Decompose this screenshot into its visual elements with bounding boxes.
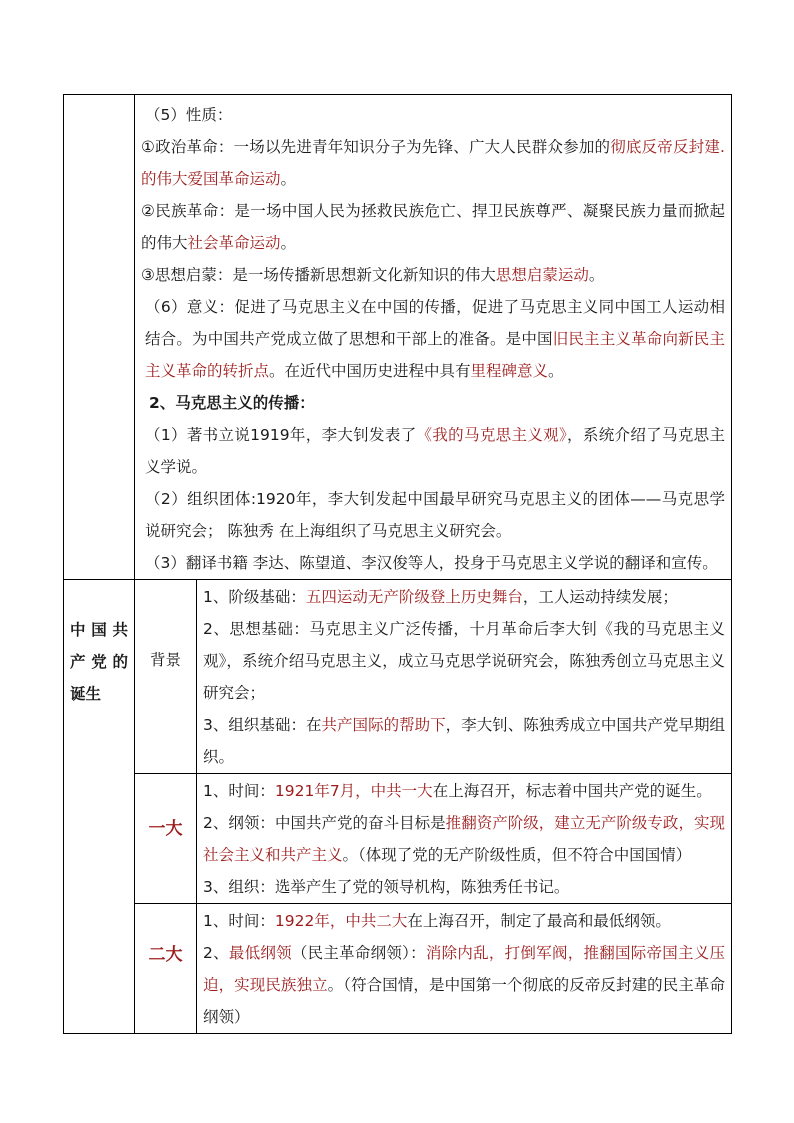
bg-class-basis: 1、阶级基础：五四运动无产阶级登上历史舞台，工人运动持续发展； (203, 588, 678, 606)
nature-political: ①政治革命：一场以先进青年知识分子为先锋、广大人民群众参加的彻底反帝反封建.的伟大爱国革命运动。 (141, 138, 725, 188)
first-congress-content (197, 774, 732, 904)
meaning-paragraph: （6）意义：促进了马克思主义在中国的传播，促进了马克思主义同中国工人运动相结合。为中国共产党成立做了思想和干部上的准备。是中国旧民主主义革命向新民主主义革命的转折点。在近代中国历史进程中具有里程碑意义。 (145, 298, 725, 380)
bg-organization-basis: 3、组织基础：在共产国际的帮助下，李大钊、陈独秀成立中国共产党早期组织。 (203, 716, 725, 766)
second-congress-content (197, 904, 732, 1034)
second-congress-label: 二大 (135, 904, 197, 1034)
bg-thought-basis: 2、思想基础：马克思主义广泛传播，十月革命后李大钊《我的马克思主义观》，系统介绍马克思主义，成立马克思学说研究会，陈独秀创立马克思主义研究会； (203, 620, 725, 702)
document-sheet (63, 94, 731, 1026)
second-time: 1、时间：1922年，中共二大在上海召开，制定了最高和最低纲领。 (203, 912, 671, 930)
founding-label: 中国共产党的诞生 (64, 580, 135, 1034)
spread-organization: （2）组织团体:1920年，李大钊发起中国最早研究马克思主义的团体——马克思学说研究会； 陈独秀 在上海组织了马克思主义研究会。 (145, 490, 725, 540)
first-congress-label: 一大 (135, 774, 197, 904)
empty-left-cell (64, 95, 135, 580)
first-organization: 3、组织：选举产生了党的领导机构，陈独秀任书记。 (203, 878, 570, 896)
nature-national: ②民族革命：是一场中国人民为拯救民族危亡、捍卫民族尊严、凝聚民族力量而掀起的伟大社会革命运动。 (141, 202, 725, 252)
second-program: 2、最低纲领（民主革命纲领）：消除内乱，打倒军阀，推翻国际帝国主义压迫，实现民族独立。（符合国情，是中国第一个彻底的反帝反封建的民主革命纲领） (203, 944, 725, 1026)
background-content (197, 580, 732, 774)
spread-translation: （3）翻译书籍 李达、陈望道、李汉俊等人，投身于马克思主义学说的翻译和宣传。 (145, 554, 718, 572)
nature-enlightenment: ③思想启蒙：是一场传播新思想新文化新知识的伟大思想启蒙运动。 (141, 266, 605, 284)
first-program: 2、纲领：中国共产党的奋斗目标是推翻资产阶级，建立无产阶级专政，实现社会主义和共产主义。（体现了党的无产阶级性质，但不符合中国国情） (203, 814, 725, 864)
notes-table (63, 94, 732, 1034)
spread-title: 2、马克思主义的传播： (149, 394, 315, 412)
may-fourth-content (135, 95, 732, 580)
first-time: 1、时间：1921年7月，中共一大在上海召开，标志着中国共产党的诞生。 (203, 782, 712, 800)
nature-title: （5）性质： (145, 106, 233, 124)
background-label: 背景 (135, 580, 197, 774)
spread-writing: （1）著书立说1919年，李大钊发表了《我的马克思主义观》，系统介绍了马克思主义学说。 (145, 426, 725, 476)
